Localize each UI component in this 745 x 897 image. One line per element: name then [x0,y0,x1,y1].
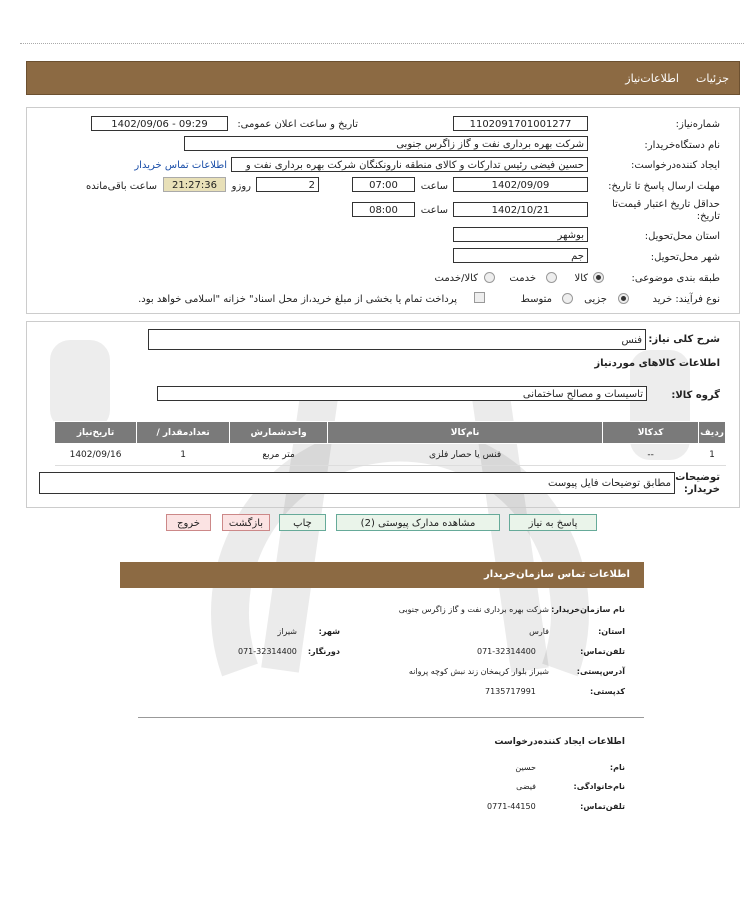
table-row [55,444,726,466]
fax-value: 071-32314400 [238,647,297,656]
need-number-label: شماره‌نیاز: [675,119,720,130]
postal-value: 7135717991 [485,687,536,696]
first-name-value: حسین [515,763,536,772]
category-both-radio[interactable] [484,272,495,283]
creator-label: ایجاد کننده‌درخواست: [631,160,720,171]
cell-qty: 1 [137,444,230,466]
reply-button[interactable]: پاسخ به نیاز [509,514,597,531]
top-divider [20,43,744,44]
category-goods-radio[interactable] [593,272,604,283]
contact-city-label: شهر: [318,627,340,636]
address-value: شیراز بلوار کریمخان زند نبش کوچه پروانه [408,667,549,676]
contact-header-bar [120,562,644,588]
need-number-field: 1102091701001277 [453,116,588,131]
city-label: شهر محل‌تحویل: [650,252,720,263]
validity-date-field: 1402/10/21 [453,202,588,217]
contact-province-value: فارس [529,627,549,636]
org-value: شرکت بهره برداری نفت و گاز زاگرس جنوبی [398,605,549,614]
buyer-desc-label: توضیحات خریدار: [675,472,720,495]
payment-note: پرداخت تمام یا بخشی از مبلغ خرید،از محل اسناد" خزانه "اسلامی خواهد بود. [138,294,457,305]
group-label: گروه کالا: [671,390,720,401]
category-service-label: خدمت [509,273,536,284]
summary-label: شرح کلی نیاز: [648,334,720,345]
category-both-label: کالا/خدمت [434,273,478,284]
contact-divider [138,717,644,718]
col-qty: تعدادمقدار / [137,422,230,444]
buyer-org-field: شرکت بهره برداری نفت و گاز زاگرس جنوبی [184,136,588,151]
first-name-label: نام: [609,763,625,772]
process-medium-label: متوسط [520,294,552,305]
address-label: آدرس‌پستی: [576,667,625,676]
contact-city-value: شیراز [277,627,297,636]
process-minor-radio[interactable] [618,293,629,304]
back-button[interactable]: بازگشت [222,514,270,531]
header-bar [26,61,740,95]
contact-title: اطلاعات تماس سازمان‌خریدار [483,569,630,580]
process-medium-radio[interactable] [562,293,573,304]
deadline-label: مهلت ارسال پاسخ تا تاریخ: [608,181,720,192]
validity-time-field: 08:00 [352,202,415,217]
buyer-desc-field: مطابق توضیحات فایل پیوست [39,472,675,494]
process-minor-label: جزیی [584,294,607,305]
items-table [54,421,726,466]
creator-info-title: اطلاعات ایجاد کننده‌درخواست [494,737,625,747]
process-label: نوع فرآیند: خرید [652,294,720,305]
remaining-time: 21:27:36 [163,177,226,192]
deadline-date-field: 1402/09/09 [453,177,588,192]
category-goods-label: کالا [574,273,588,284]
col-code: کدکالا [603,422,699,444]
category-service-radio[interactable] [546,272,557,283]
cell-code: -- [603,444,699,466]
remaining-label: ساعت باقی‌مانده [85,181,157,192]
col-unit: واحدشمارش [230,422,328,444]
days-field: 2 [256,177,319,192]
phone-label: تلفن‌تماس: [580,647,625,656]
validity-time-label: ساعت [420,205,448,216]
cell-date: 1402/09/16 [55,444,137,466]
city-field: جم [453,248,588,263]
postal-label: کدپستی: [590,687,625,696]
province-field: بوشهر [453,227,588,242]
group-field: تاسیسات و مصالح ساختمانی [157,386,647,401]
treasury-checkbox[interactable] [474,292,485,303]
announce-field: 1402/09/06 - 09:29 [91,116,228,131]
col-date: تاریخ‌نیاز [55,422,137,444]
buyer-org-label: نام دستگاه‌خریدار: [644,140,720,151]
validity-label: حداقل تاریخ اعتبار قیمت‌تا تاریخ: [612,199,720,222]
col-name: نام‌کالا [328,422,603,444]
cell-row: 1 [699,444,726,466]
tab-need-info[interactable]: اطلاعات‌نیاز [625,72,679,85]
goods-info-title: اطلاعات کالاهای موردنیاز [594,358,720,369]
deadline-time-label: ساعت [420,181,448,192]
buyer-contact-link[interactable]: اطلاعات تماس خریدار [134,160,227,171]
last-name-value: فیضی [516,782,536,791]
summary-field: فنس [148,329,646,350]
print-button[interactable]: چاپ [279,514,326,531]
cell-name: فنس یا حصار فلزی [328,444,603,466]
fax-label: دورنگار: [307,647,340,656]
creator-field: حسین فیضی رئیس تدارکات و کالای منطقه نارونکنگان شرکت بهره برداری نفت و [231,157,588,172]
exit-button[interactable]: خروج [166,514,211,531]
creator-phone-label: تلفن‌تماس: [580,802,625,811]
deadline-time-field: 07:00 [352,177,415,192]
days-label: روزو [231,181,251,192]
col-row: ردیف [699,422,726,444]
phone-value: 071-32314400 [477,647,536,656]
contact-province-label: استان: [598,627,625,636]
announce-label: تاریخ و ساعت اعلان عمومی: [237,119,358,130]
cell-unit: متر مربع [230,444,328,466]
province-label: استان محل‌تحویل: [644,231,720,242]
tab-details[interactable]: جزئیات [696,72,729,85]
last-name-label: نام‌خانوادگی: [573,782,625,791]
creator-phone-value: 0771-44150 [487,802,536,811]
attachments-button[interactable]: مشاهده مدارک پیوستی (2) [336,514,500,531]
org-label: نام سازمان‌خریدار: [551,605,625,614]
category-label: طبقه بندی موضوعی: [631,273,720,284]
